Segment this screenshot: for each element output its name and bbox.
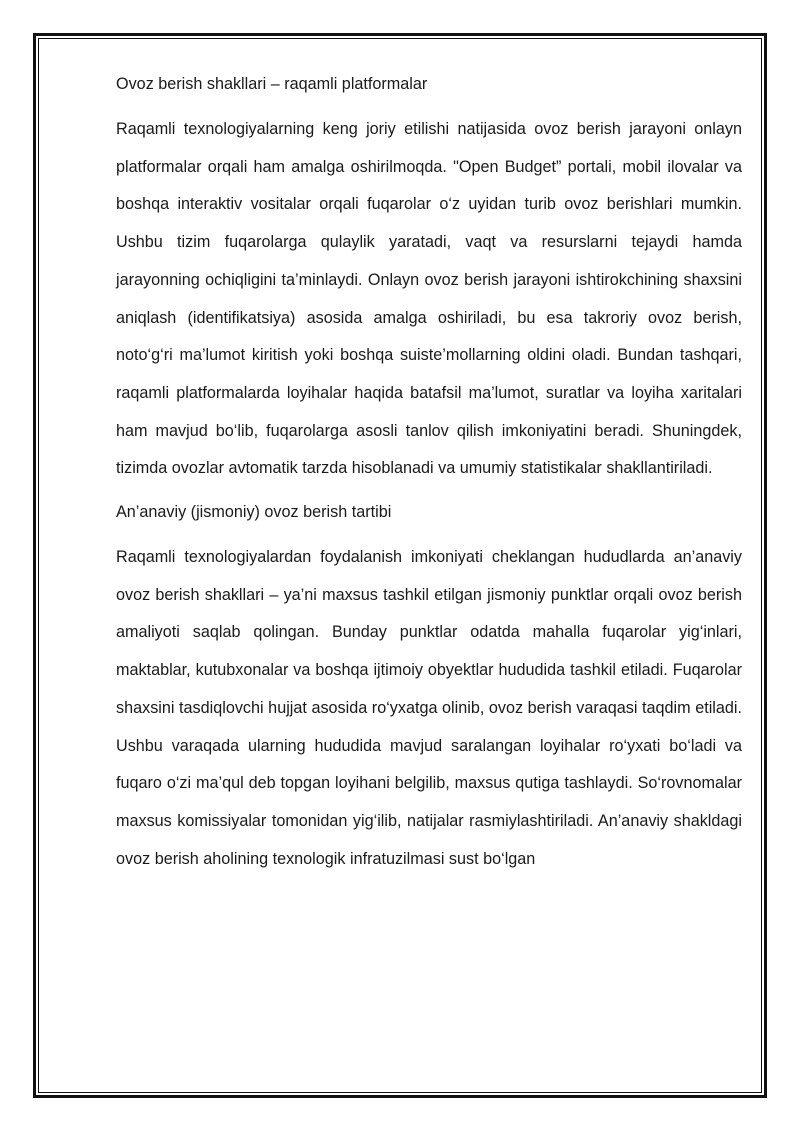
section-paragraph-digital-platforms: Raqamli texnologiyalarning keng joriy etilishi natijasida ovoz berish jarayoni onlayn platformalar orqali ham amalga oshirilmoqda. "Open Budget” portali, mobil ilovalar va boshqa interaktiv vositalar orqali fuqarolar o‘z uyidan turib ovoz berishlari mumkin. Ushbu tizim fuqarolarga qulaylik yaratadi, vaqt va resurslarni tejaydi hamda jarayonning ochiqligini ta’minlaydi. Onlayn ovoz berish jarayoni ishtirokchining shaxsini aniqlash (identifikatsiya) asosida amalga oshiriladi, bu esa takroriy ovoz berish, noto‘g‘ri ma’lumot kiritish yoki boshqa suiste’mollarning oldini oladi. Bundan tashqari, raqamli platformalarda loyihalar haqida batafsil ma’lumot, suratlar va loyiha xaritalari ham mavjud bo‘lib, fuqarolarga asosli tanlov qilish imkoniyatini beradi. Shuningdek, tizimda ovozlar avtomatik tarzda hisoblanadi va umumiy statistikalar shakllantiriladi. xyxy=(116,120,742,478)
document-body xyxy=(116,72,742,890)
section-heading-traditional-voting: An’anaviy (jismoniy) ovoz berish tartibi xyxy=(116,503,392,522)
section-paragraph-traditional-voting: Raqamli texnologiyalardan foydalanish imkoniyati cheklangan hududlarda an’anaviy ovoz berish shakllari – ya’ni maxsus tashkil etilgan jismoniy punktlar orqali ovoz berish amaliyoti saqlab qolingan. Bunday punktlar odatda mahalla fuqarolar yig‘inlari, maktablar, kutubxonalar va boshqa ijtimoiy obyektlar hududida tashkil etiladi. Fuqarolar shaxsini tasdiqlovchi hujjat asosida ro‘yxatga olinib, ovoz berish varaqasi taqdim etiladi. Ushbu varaqada ularning hududida mavjud saralangan loyihalar ro‘yxati bo‘ladi va fuqaro o‘zi ma’qul deb topgan loyihani belgilib, maxsus qutiga tashlaydi. So‘rovnomalar maxsus komissiyalar tomonidan yig‘ilib, natijalar rasmiylashtiriladi. An’anaviy shakldagi ovoz berish aholining texnologik infratuzilmasi sust bo‘lgan xyxy=(116,548,742,868)
section-heading-digital-platforms: Ovoz berish shakllari – raqamli platformalar xyxy=(116,75,428,93)
